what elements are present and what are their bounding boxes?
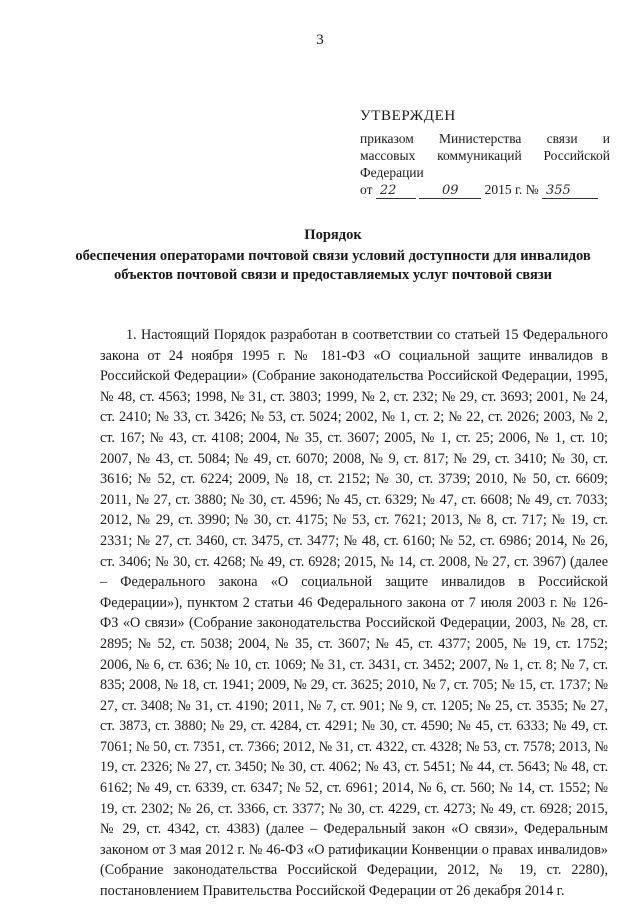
approval-order-line-1: приказом Министерства связи и bbox=[360, 131, 610, 146]
handwritten-day: 22 bbox=[376, 184, 416, 199]
page-number: 3 bbox=[316, 32, 324, 48]
approval-block bbox=[360, 108, 610, 199]
handwritten-month: 09 bbox=[419, 184, 481, 199]
paragraph-1: 1. Настоящий Порядок разработан в соответствии со статьей 15 Федерального закона от 24 ноября 1995 г. № 181-ФЗ «О социальной защите инвалидов в Российской Федерации» (Собрание законодательства Российской Федерации, 1995, № 48, ст. 4563; 1998, № 31, ст. 3803; 1999, № 2, ст. 232; № 29, ст. 3693; 2001, № 24, ст. 2410; № 33, ст. 3426; № 53, ст. 5024; 2002, № 1, ст. 2; № 22, ст. 2026; 2003, № 2, ст. 167; № 43, ст. 4108; 2004, № 35, ст. 3607; 2005, № 1, ст. 25; 2006, № 1, ст. 10; 2007, № 43, ст. 5084; № 49, ст. 6070; 2008, № 9, ст. 817; № 29, ст. 3410; № 30, ст. 3616; № 52, ст. 6224; 2009, № 18, ст. 2152; № 30, ст. 3739; 2010, № 50, ст. 6609; 2011, № 27, ст. 3880; № 30, ст. 4596; № 45, ст. 6329; № 47, ст. 6608; № 49, ст. 7033; 2012, № 29, ст. 3990; № 30, ст. 4175; № 53, ст. 7621; 2013, № 8, ст. 717; № 19, ст. 2331; № 27, ст. 3460, ст. 3475, ст. 3477; № 48, ст. 6160; № 52, ст. 6986; 2014, № 26, ст. 3406; № 30, ст. 4268; № 49, ст. 6928; 2015, № 14, ст. 2008, № 27, ст. 3967) (далее – Федерального закона «О социальной защите инвалидов в Российской Федерации»), пунктом 2 статьи 46 Федерального закона от 7 июля 2003 г. № 126-ФЗ «О связи» (Собрание законодательства Российской Федерации, 2003, № 28, ст. 2895; № 52, ст. 5038; 2004, № 35, ст. 3607; № 45, ст. 4377; 2005, № 19, ст. 1752; 2006, № 6, ст. 636; № 10, ст. 1069; № 31, ст. 3431, ст. 3452; 2007, № 1, ст. 8; № 7, ст. 835; 2008, № 18, ст. 1941; 2009, № 29, ст. 3625; 2010, № 7, ст. 705; № 15, ст. 1737; № 27, ст. 3408; № 31, ст. 4190; 2011, № 7, ст. 901; № 9, ст. 1205; № 25, ст. 3535; № 27, ст. 3873, ст. 3880; № 29, ст. 4284, ст. 4291; № 30, ст. 4590; № 45, ст. 6333; № 49, ст. 7061; № 50, ст. 7351, ст. 7366; 2012, № 31, ст. 4322, ст. 4328; № 53, ст. 7578; 2013, № 19, ст. 2326; № 27, ст. 3450; № 30, ст. 4062; № 43, ст. 5451; № 44, ст. 5643; № 48, ст. 6162; № 49, ст. 6339, ст. 6347; № 52, ст. 6961; 2014, № 6, ст. 560; № 14, ст. 1552; № 19, ст. 2302; № 26, ст. 3366, ст. 3377; № 30, ст. 4229, ст. 4273; № 49, ст. 6928; 2015, № 29, ст. 4342, ст. 4383) (далее – Федеральный закон «О связи», Федеральным законом от 3 мая 2012 г. № 46-ФЗ «О ратификации Конвенции о правах инвалидов» (Собрание законодательства Российской Федерации, 2012, № 19, ст. 2280), постановлением Правительства Российской Федерации от 26 декабря 2014 г. bbox=[100, 327, 608, 900]
body-text bbox=[100, 325, 608, 902]
approval-date-line bbox=[360, 181, 610, 199]
title-line-2: обеспечения операторами почтовой связи условий доступности для инвалидов объектов почтовой связи и предоставляемых услуг почтовой связи bbox=[75, 248, 591, 283]
date-prefix: от bbox=[360, 182, 373, 197]
document-title bbox=[70, 226, 596, 285]
approval-heading: УТВЕРЖДЕН bbox=[360, 108, 456, 124]
approval-order-line-2: массовых коммуникаций Российской bbox=[360, 148, 610, 163]
title-line-1: Порядок bbox=[304, 227, 362, 243]
date-year: 2015 г. № bbox=[484, 182, 539, 197]
handwritten-order-number: 355 bbox=[542, 184, 598, 199]
approval-order-line-3: Федерации bbox=[360, 165, 424, 180]
